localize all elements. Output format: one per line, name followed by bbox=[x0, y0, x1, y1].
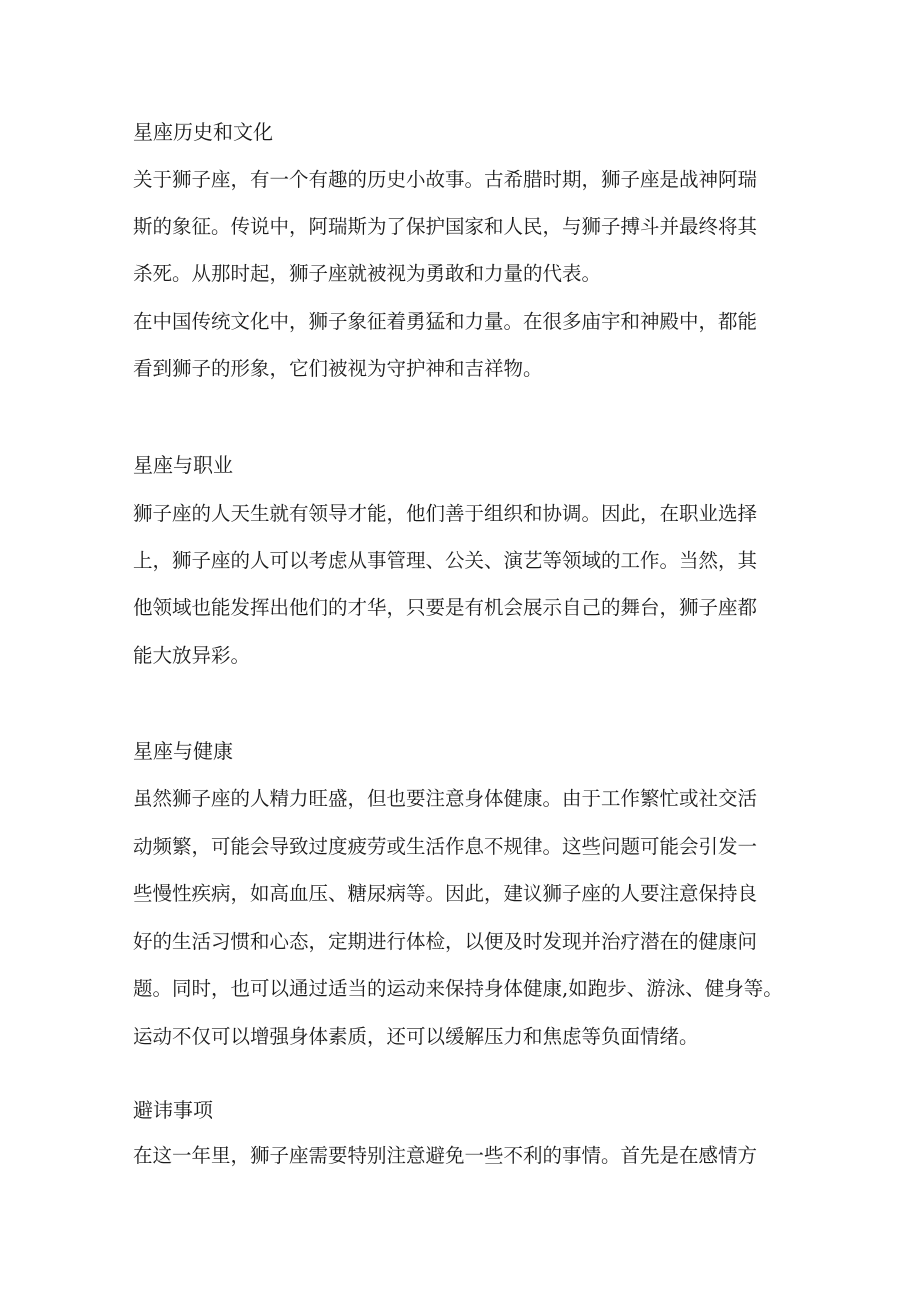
section-heading-career: 星座与职业 bbox=[133, 453, 233, 477]
paragraph-line: 他领域也能发挥出他们的才华，只要是有机会展示自己的舞台，狮子座都 bbox=[133, 596, 758, 619]
paragraph-line: 关于狮子座，有一个有趣的历史小故事。古希腊时期，狮子座是战神阿瑞 bbox=[133, 168, 758, 191]
paragraph-line: 能大放异彩。 bbox=[133, 644, 251, 667]
paragraph-line: 杀死。从那时起，狮子座就被视为勇敢和力量的代表。 bbox=[133, 262, 602, 285]
paragraph-line: 狮子座的人天生就有领导才能，他们善于组织和协调。因此，在职业选择 bbox=[133, 502, 758, 525]
paragraph-line: 看到狮子的形象，它们被视为守护神和吉祥物。 bbox=[133, 357, 543, 380]
paragraph-line: 上，狮子座的人可以考虑从事管理、公关、演艺等领域的工作。当然，其 bbox=[133, 549, 758, 572]
paragraph-line: 题。同时，也可以通过适当的运动来保持身体健康,如跑步、游泳、健身等。 bbox=[133, 977, 783, 1000]
section-heading-history: 星座历史和文化 bbox=[133, 120, 273, 144]
paragraph-line: 些慢性疾病，如高血压、糖尿病等。因此，建议狮子座的人要注意保持良 bbox=[133, 882, 758, 905]
paragraph-line: 动频繁，可能会导致过度疲劳或生活作息不规律。这些问题可能会引发一 bbox=[133, 835, 758, 858]
paragraph-line: 运动不仅可以增强身体素质，还可以缓解压力和焦虑等负面情绪。 bbox=[133, 1025, 699, 1048]
paragraph-line: 在这一年里，狮子座需要特别注意避免一些不利的事情。首先是在感情方 bbox=[133, 1144, 758, 1167]
section-heading-health: 星座与健康 bbox=[133, 739, 233, 763]
paragraph-line: 在中国传统文化中，狮子象征着勇猛和力量。在很多庙宇和神殿中，都能 bbox=[133, 310, 758, 333]
paragraph-line: 好的生活习惯和心态，定期进行体检，以便及时发现并治疗潜在的健康问 bbox=[133, 930, 758, 953]
paragraph-line: 虽然狮子座的人精力旺盛，但也要注意身体健康。由于工作繁忙或社交活 bbox=[133, 787, 758, 810]
section-heading-taboos: 避讳事项 bbox=[133, 1098, 213, 1122]
paragraph-line: 斯的象征。传说中，阿瑞斯为了保护国家和人民，与狮子搏斗并最终将其 bbox=[133, 215, 758, 238]
